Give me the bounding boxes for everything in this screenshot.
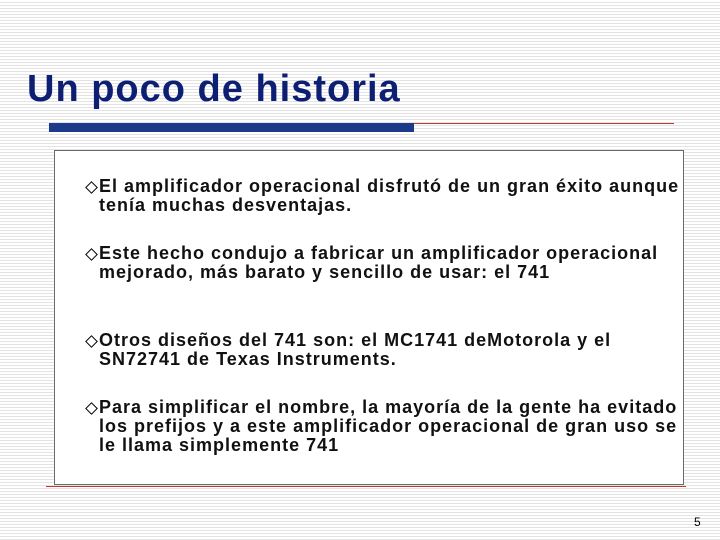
diamond-bullet-icon bbox=[85, 335, 98, 348]
diamond-bullet-icon bbox=[85, 181, 98, 194]
bullet-text-2: Este hecho condujo a fabricar un amplificador operacional mejorado, más barato y sencillo de usar: el 741 bbox=[99, 243, 659, 282]
bullet-text-1: El amplificador operacional disfrutó de un gran éxito aunque tenía muchas desventajas. bbox=[99, 176, 680, 215]
diamond-bullet-icon bbox=[85, 402, 98, 415]
page-number: 5 bbox=[694, 515, 701, 529]
slide-title: Un poco de historia bbox=[27, 68, 401, 110]
bullet-text-4: Para simplificar el nombre, la mayoría de la gente ha evitado los prefijos y a este amplificador operacional de gran uso se le llama simplemente 741 bbox=[99, 397, 678, 455]
title-accent-line bbox=[414, 123, 674, 124]
bullet-text-3: Otros diseños del 741 son: el MC1741 deMotorola y el SN72741 de Texas Instruments. bbox=[99, 330, 612, 369]
bottom-accent-line bbox=[46, 486, 686, 487]
content-box bbox=[54, 150, 684, 485]
diamond-bullet-icon bbox=[85, 248, 98, 261]
title-underline-bar bbox=[49, 123, 414, 132]
